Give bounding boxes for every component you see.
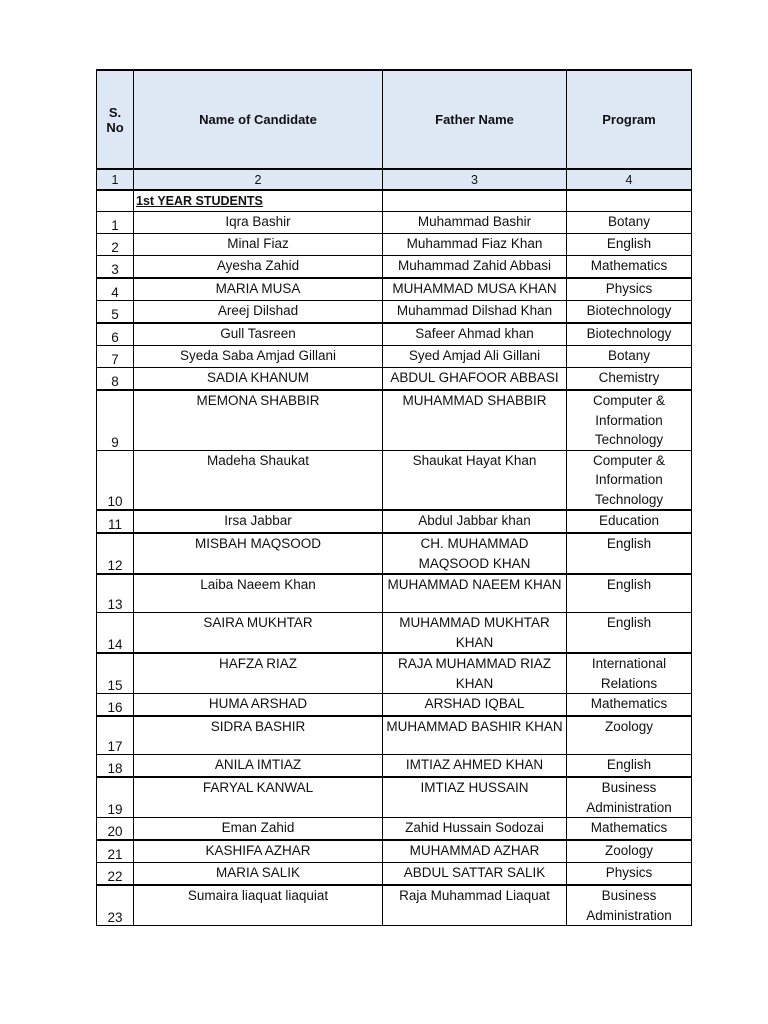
candidate-name-cell: Minal Fiaz <box>134 234 383 256</box>
program-cell: Botany <box>567 212 692 234</box>
father-name-cell: ARSHAD IQBAL <box>383 694 567 717</box>
father-name-cell: RAJA MUHAMMAD RIAZ KHAN <box>383 653 567 694</box>
program-cell: Biotechnology <box>567 323 692 346</box>
serial-number-cell: 18 <box>97 755 134 778</box>
serial-number-cell: 10 <box>97 450 134 510</box>
serial-number-cell: 9 <box>97 390 134 450</box>
father-name-cell: Abdul Jabbar khan <box>383 510 567 533</box>
header-name: Name of Candidate <box>134 70 383 169</box>
program-cell: Mathematics <box>567 694 692 717</box>
program-cell: Education <box>567 510 692 533</box>
table-row <box>97 234 692 256</box>
serial-number-cell: 22 <box>97 863 134 886</box>
program-cell: Physics <box>567 278 692 301</box>
candidate-name-cell: Areej Dilshad <box>134 301 383 324</box>
candidate-name-cell: Iqra Bashir <box>134 212 383 234</box>
father-name-cell: ABDUL SATTAR SALIK <box>383 863 567 886</box>
table-row <box>97 212 692 234</box>
program-cell: Biotechnology <box>567 301 692 324</box>
father-name-cell: Muhammad Bashir <box>383 212 567 234</box>
candidate-name-cell: FARYAL KANWAL <box>134 777 383 818</box>
candidate-table <box>96 69 692 926</box>
program-cell: Chemistry <box>567 368 692 391</box>
section-row <box>97 190 692 212</box>
serial-number-cell: 15 <box>97 653 134 694</box>
table-row <box>97 278 692 301</box>
father-name-cell: Zahid Hussain Sodozai <box>383 818 567 841</box>
column-number: 4 <box>567 169 692 190</box>
serial-number-cell: 12 <box>97 533 134 574</box>
serial-number-cell: 4 <box>97 278 134 301</box>
serial-number-cell: 7 <box>97 346 134 368</box>
candidate-name-cell: Laiba Naeem Khan <box>134 574 383 613</box>
father-name-cell: Raja Muhammad Liaquat <box>383 885 567 926</box>
program-cell: English <box>567 574 692 613</box>
father-name-cell: MUHAMMAD BASHIR KHAN <box>383 716 567 755</box>
father-name-cell: CH. MUHAMMAD MAQSOOD KHAN <box>383 533 567 574</box>
father-name-cell: Shaukat Hayat Khan <box>383 450 567 510</box>
serial-number-cell: 2 <box>97 234 134 256</box>
serial-number-cell: 3 <box>97 256 134 279</box>
program-cell: Business Administration <box>567 885 692 926</box>
serial-number-cell: 8 <box>97 368 134 391</box>
father-name-cell: IMTIAZ HUSSAIN <box>383 777 567 818</box>
table-row <box>97 755 692 778</box>
father-name-cell: Syed Amjad Ali Gillani <box>383 346 567 368</box>
serial-number-cell: 17 <box>97 716 134 755</box>
header-sno: S. No <box>97 70 134 169</box>
program-cell: Mathematics <box>567 818 692 841</box>
candidate-name-cell: Madeha Shaukat <box>134 450 383 510</box>
table-row <box>97 818 692 841</box>
candidate-name-cell: Syeda Saba Amjad Gillani <box>134 346 383 368</box>
section-label: 1st YEAR STUDENTS <box>134 190 383 212</box>
column-number: 1 <box>97 169 134 190</box>
table-row <box>97 574 692 613</box>
header-program: Program <box>567 70 692 169</box>
table-row <box>97 301 692 324</box>
table-row <box>97 450 692 510</box>
table-row <box>97 653 692 694</box>
candidate-name-cell: Irsa Jabbar <box>134 510 383 533</box>
father-name-cell: Muhammad Fiaz Khan <box>383 234 567 256</box>
candidate-name-cell: HUMA ARSHAD <box>134 694 383 717</box>
program-cell: Physics <box>567 863 692 886</box>
father-name-cell: MUHAMMAD AZHAR <box>383 840 567 863</box>
serial-number-cell: 13 <box>97 574 134 613</box>
table-row <box>97 694 692 717</box>
serial-number-cell: 23 <box>97 885 134 926</box>
serial-number-cell: 21 <box>97 840 134 863</box>
father-name-cell: ABDUL GHAFOOR ABBASI <box>383 368 567 391</box>
column-number: 3 <box>383 169 567 190</box>
table-row <box>97 346 692 368</box>
candidate-name-cell: MEMONA SHABBIR <box>134 390 383 450</box>
table-row <box>97 613 692 654</box>
serial-number-cell: 14 <box>97 613 134 654</box>
program-cell: International Relations <box>567 653 692 694</box>
candidate-name-cell: MARIA MUSA <box>134 278 383 301</box>
column-number: 2 <box>134 169 383 190</box>
table-row <box>97 716 692 755</box>
candidate-name-cell: KASHIFA AZHAR <box>134 840 383 863</box>
father-name-cell: Muhammad Zahid Abbasi <box>383 256 567 279</box>
candidate-name-cell: Gull Tasreen <box>134 323 383 346</box>
serial-number-cell: 19 <box>97 777 134 818</box>
table-row <box>97 510 692 533</box>
serial-number-cell: 1 <box>97 212 134 234</box>
father-name-cell: MUHAMMAD MUKHTAR KHAN <box>383 613 567 654</box>
father-name-cell: MUHAMMAD MUSA KHAN <box>383 278 567 301</box>
father-name-cell: Muhammad Dilshad Khan <box>383 301 567 324</box>
candidate-name-cell: Eman Zahid <box>134 818 383 841</box>
candidate-name-cell: Ayesha Zahid <box>134 256 383 279</box>
program-cell: English <box>567 234 692 256</box>
serial-number-cell: 5 <box>97 301 134 324</box>
program-cell: English <box>567 755 692 778</box>
table-row <box>97 533 692 574</box>
candidate-name-cell: HAFZA RIAZ <box>134 653 383 694</box>
program-cell: English <box>567 533 692 574</box>
father-name-cell: MUHAMMAD SHABBIR <box>383 390 567 450</box>
program-cell: Mathematics <box>567 256 692 279</box>
table-row <box>97 390 692 450</box>
serial-number-cell: 20 <box>97 818 134 841</box>
candidate-name-cell: MISBAH MAQSOOD <box>134 533 383 574</box>
table-row <box>97 863 692 886</box>
program-cell: Business Administration <box>567 777 692 818</box>
candidate-name-cell: SADIA KHANUM <box>134 368 383 391</box>
candidate-name-cell: MARIA SALIK <box>134 863 383 886</box>
program-cell: Zoology <box>567 840 692 863</box>
table-row <box>97 840 692 863</box>
table-row <box>97 885 692 926</box>
candidate-name-cell: ANILA IMTIAZ <box>134 755 383 778</box>
program-cell: Computer & Information Technology <box>567 390 692 450</box>
header-row <box>97 70 692 169</box>
serial-number-cell: 6 <box>97 323 134 346</box>
candidate-name-cell: SAIRA MUKHTAR <box>134 613 383 654</box>
program-cell: Zoology <box>567 716 692 755</box>
table-row <box>97 323 692 346</box>
father-name-cell: IMTIAZ AHMED KHAN <box>383 755 567 778</box>
table-row <box>97 368 692 391</box>
program-cell: Botany <box>567 346 692 368</box>
father-name-cell: Safeer Ahmad khan <box>383 323 567 346</box>
program-cell: English <box>567 613 692 654</box>
serial-number-cell: 11 <box>97 510 134 533</box>
candidate-name-cell: SIDRA BASHIR <box>134 716 383 755</box>
serial-number-cell: 16 <box>97 694 134 717</box>
table-row <box>97 777 692 818</box>
candidate-name-cell: Sumaira liaquat liaquiat <box>134 885 383 926</box>
father-name-cell: MUHAMMAD NAEEM KHAN <box>383 574 567 613</box>
table-row <box>97 256 692 279</box>
program-cell: Computer & Information Technology <box>567 450 692 510</box>
header-father: Father Name <box>383 70 567 169</box>
column-number-row <box>97 169 692 190</box>
